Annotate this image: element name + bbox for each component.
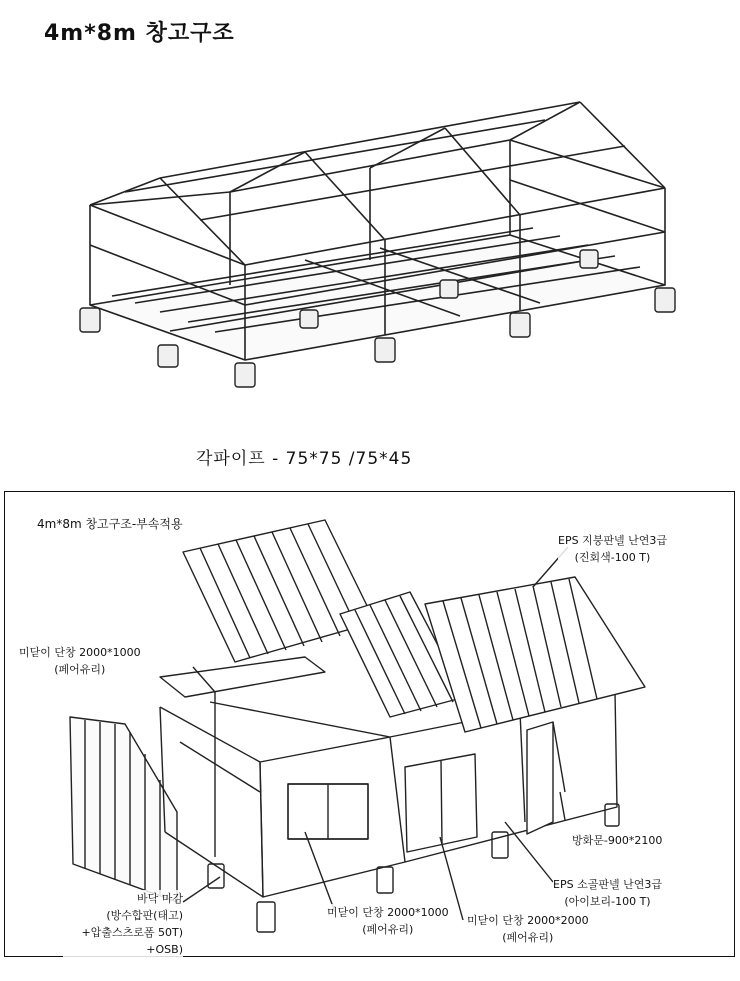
window-b-line1: 미닫이 단창 2000*2000 bbox=[467, 914, 589, 927]
roof-panel-line1: EPS 지붕판넬 난연3급 bbox=[558, 534, 667, 547]
roof-panel-line2: (진회색-100 T) bbox=[574, 551, 651, 564]
wall-panel-line1: EPS 소골판넬 난연3급 bbox=[553, 878, 662, 891]
floor-finish-line1: 바닥 마감 bbox=[136, 892, 183, 905]
wall-panel-line2: (아이보리-100 T) bbox=[564, 895, 651, 908]
top-window-line2: (페어유리) bbox=[54, 663, 106, 676]
window-a-label bbox=[327, 904, 449, 938]
window-b-label bbox=[467, 912, 589, 946]
frame-caption: 각파이프 - 75*75 /75*45 bbox=[196, 449, 413, 469]
fire-door-label: 방화문-900*2100 bbox=[572, 834, 663, 847]
detail-diagram-box bbox=[4, 491, 735, 957]
floor-finish-label bbox=[63, 890, 183, 958]
window-a-line2: (페어유리) bbox=[362, 923, 414, 936]
roof-panel-label bbox=[558, 532, 667, 566]
floor-finish-line2: (방수합판(태고) bbox=[106, 909, 183, 922]
wall-panel-label bbox=[553, 876, 662, 910]
detail-title: 4m*8m 창고구조-부속적용 bbox=[37, 517, 183, 531]
pipe-frame-drawing bbox=[40, 60, 700, 420]
top-window-line1: 미닫이 단창 2000*1000 bbox=[19, 646, 141, 659]
floor-finish-line3: +압출스츠로폼 50T) bbox=[81, 926, 183, 939]
page-title: 4m*8m 창고구조 bbox=[44, 21, 235, 46]
window-b-line2: (페어유리) bbox=[502, 931, 554, 944]
floor-finish-line4: +OSB) bbox=[146, 943, 183, 956]
window-a-line1: 미닫이 단창 2000*1000 bbox=[327, 906, 449, 919]
top-window-label bbox=[19, 644, 141, 678]
